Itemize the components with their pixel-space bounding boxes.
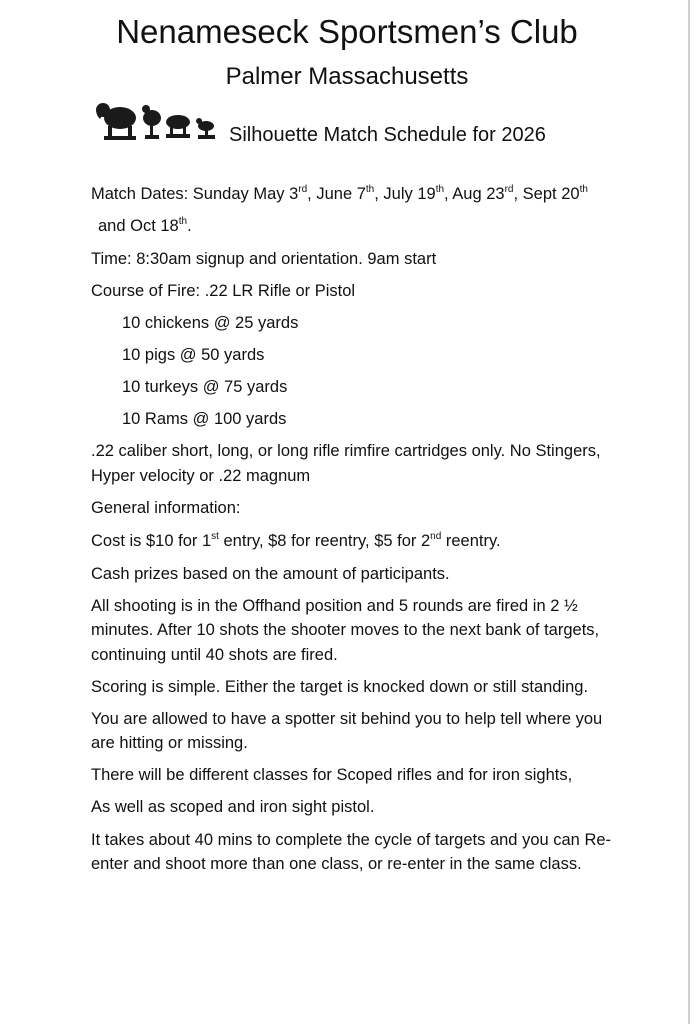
classes-line-2: As well as scoped and iron sight pistol.: [91, 798, 375, 816]
schedule-title: Silhouette Match Schedule for 2026: [229, 124, 546, 146]
shooting-line-2: minutes. After 10 shots the shooter moves to the next bank of targets,: [91, 621, 600, 639]
ammo-line-2: Hyper velocity or .22 magnum: [91, 467, 311, 485]
match-dates-line-2: [98, 214, 192, 238]
duration-line: It takes about 40 mins to complete the cycle of targets and you can Re-: [91, 831, 612, 849]
ordinal: th: [435, 184, 445, 195]
dates-text: , July 19: [374, 185, 436, 203]
course-item: 10 turkeys @ 75 yards: [122, 378, 288, 396]
ordinal: nd: [430, 531, 442, 542]
classes-line: There will be different classes for Scoped rifles and for iron sights,: [91, 766, 573, 784]
dates-text: Match Dates: Sunday May 3: [91, 185, 299, 203]
course-item: 10 Rams @ 100 yards: [122, 410, 287, 428]
dates-text: , June 7: [307, 185, 366, 203]
cost-text: Cost is $10 for 1: [91, 532, 212, 550]
dates-text: and Oct 18: [98, 217, 179, 235]
course-heading: Course of Fire: .22 LR Rifle or Pistol: [91, 282, 356, 300]
cost-text: entry, $8 for reentry, $5 for 2: [218, 532, 431, 550]
ammo-line: .22 caliber short, long, or long rifle rimfire cartridges only. No Stingers,: [91, 442, 601, 460]
club-location: Palmer Massachusetts: [225, 63, 469, 90]
ordinal: th: [178, 216, 188, 227]
prizes-line: Cash prizes based on the amount of participants.: [91, 565, 450, 583]
spotter-line-2: are hitting or missing.: [91, 734, 248, 752]
cost-line: [91, 529, 501, 553]
duration-line-2: enter and shoot more than one class, or re-enter in the same class.: [91, 855, 582, 873]
club-title: Nenameseck Sportsmen’s Club: [116, 13, 578, 50]
time-line: Time: 8:30am signup and orientation. 9am start: [91, 250, 437, 268]
course-item: 10 chickens @ 25 yards: [122, 314, 299, 332]
ordinal: rd: [504, 184, 514, 195]
cost-text: reentry.: [441, 532, 501, 550]
scoring-line: Scoring is simple. Either the target is knocked down or still standing.: [91, 678, 589, 696]
dates-text: .: [187, 217, 192, 235]
course-item: 10 pigs @ 50 yards: [122, 346, 265, 364]
general-heading: General information:: [91, 499, 241, 517]
ordinal: st: [211, 531, 219, 542]
shooting-line-3: continuing until 40 shots are fired.: [91, 646, 338, 664]
ordinal: th: [365, 184, 375, 195]
shooting-line: All shooting is in the Offhand position and 5 rounds are fired in 2 ½: [91, 597, 578, 615]
dates-text: , Sept 20: [513, 185, 580, 203]
dates-text: , Aug 23: [444, 185, 505, 203]
spotter-line: You are allowed to have a spotter sit behind you to help tell where you: [91, 710, 603, 728]
animal-silhouettes-icon: [94, 98, 224, 142]
ordinal: th: [579, 184, 588, 195]
ordinal: rd: [298, 184, 308, 195]
match-dates-line: [91, 182, 588, 206]
